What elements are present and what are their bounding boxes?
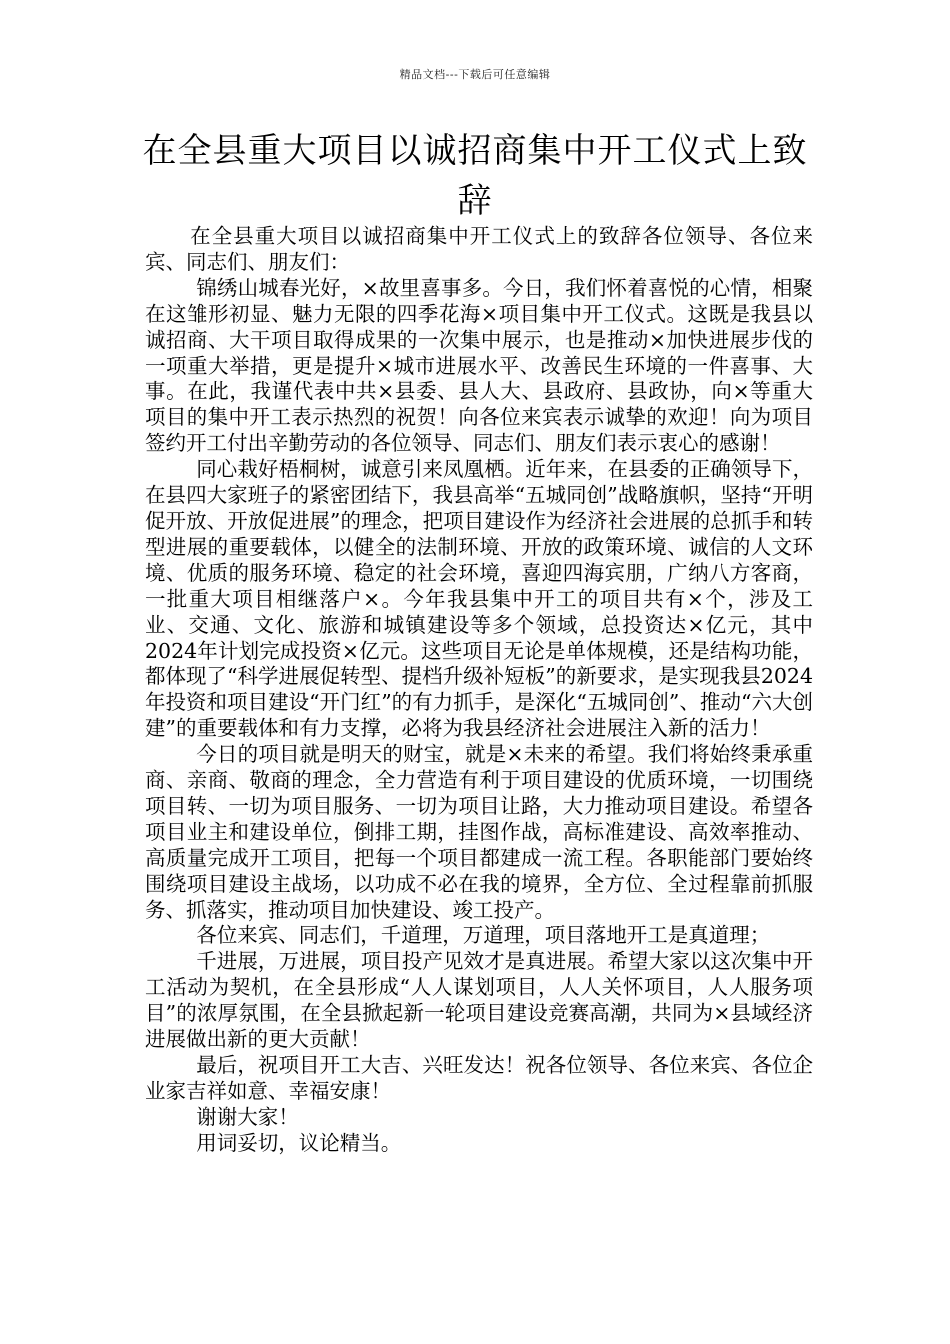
paragraph-3: 今日的项目就是明天的财宝，就是×未来的希望。我们将始终秉承重商、亲商、敬商的理念，全力营造有利于项目建设的优质环境，一切围绕项目转、一切为项目服务、一切为项目让路，大力推动项目建设。希望各项目业主和建设单位，倒排工期，挂图作战，高标准建设、高效率推动、高质量完成开工项目，把每一个项目都建成一流工程。各职能部门要始终围绕项目建设主战场，以功成不必在我的境界，全方位、全过程靠前抓服务、抓落实，推动项目加快建设、竣工投产。 [145,742,813,922]
paragraph-6: 最后，祝项目开工大吉、兴旺发达！祝各位领导、各位来宾、各位企业家吉祥如意、幸福安康！ [145,1053,813,1103]
paragraph-7: 谢谢大家！ [196,1104,299,1129]
paragraph-4: 各位来宾、同志们，千道理，万道理，项目落地开工是真道理； [196,923,771,948]
paragraph-1: 锦绣山城春光好，×故里喜事多。今日，我们怀着喜悦的心情，相聚在这雏形初显、魅力无限的四季花海×项目集中开工仪式。这既是我县以诚招商、大干项目取得成果的一次集中展示，也是推动×加快进展步伐的一项重大举措，更是提升×城市进展水平、改善民生环境的一件喜事、大事。在此，我谨代表中共×县委、县人大、县政府、县政协，向×等重大项目的集中开工表示热烈的祝贺！向各位来宾表示诚挚的欢迎！向为项目签约开工付出辛勤劳动的各位领导、同志们、朋友们表示衷心的感谢！ [145,275,813,456]
paragraph-8: 用词妥切，议论精当。 [196,1130,402,1155]
header-note: 精品文档---下载后可任意编辑 [399,68,551,81]
paragraph-5: 千进展，万进展，项目投产见效才是真进展。希望大家以这次集中开工活动为契机，在全县形成“人人谋划项目，人人关怀项目，人人服务项目”的浓厚氛围，在全县掀起新一轮项目建设竞赛高潮，共同为×县域经济进展做出新的更大贡献！ [145,949,813,1052]
document-body [145,224,813,1157]
paragraph-greeting: 在全县重大项目以诚招商集中开工仪式上的致辞各位领导、各位来宾、同志们、朋友们： [145,224,813,274]
document-title: 在全县重大项目以诚招商集中开工仪式上致辞 [142,131,808,221]
paragraph-2: 同心栽好梧桐树，诚意引来凤凰栖。近年来，在县委的正确领导下，在县四大家班子的紧密团结下，我县高举“五城同创”战略旗帜，坚持“开明促开放、开放促进展”的理念，把项目建设作为经济社会进展的总抓手和转型进展的重要载体，以健全的法制环境、开放的政策环境、诚信的人文环境、优质的服务环境、稳定的社会环境，喜迎四海宾朋，广纳八方客商，一批重大项目相继落户×。今年我县集中开工的项目共有×个，涉及工业、交通、文化、旅游和城镇建设等多个领域，总投资达×亿元，其中2024年计划完成投资×亿元。这些项目无论是单体规模，还是结构功能，都体现了“科学进展促转型、提档升级补短板”的新要求，是实现我县2024年投资和项目建设“开门红”的有力抓手，是深化“五城同创”、推动“六大创建”的重要载体和有力支撑，必将为我县经济社会进展注入新的活力！ [145,457,813,741]
